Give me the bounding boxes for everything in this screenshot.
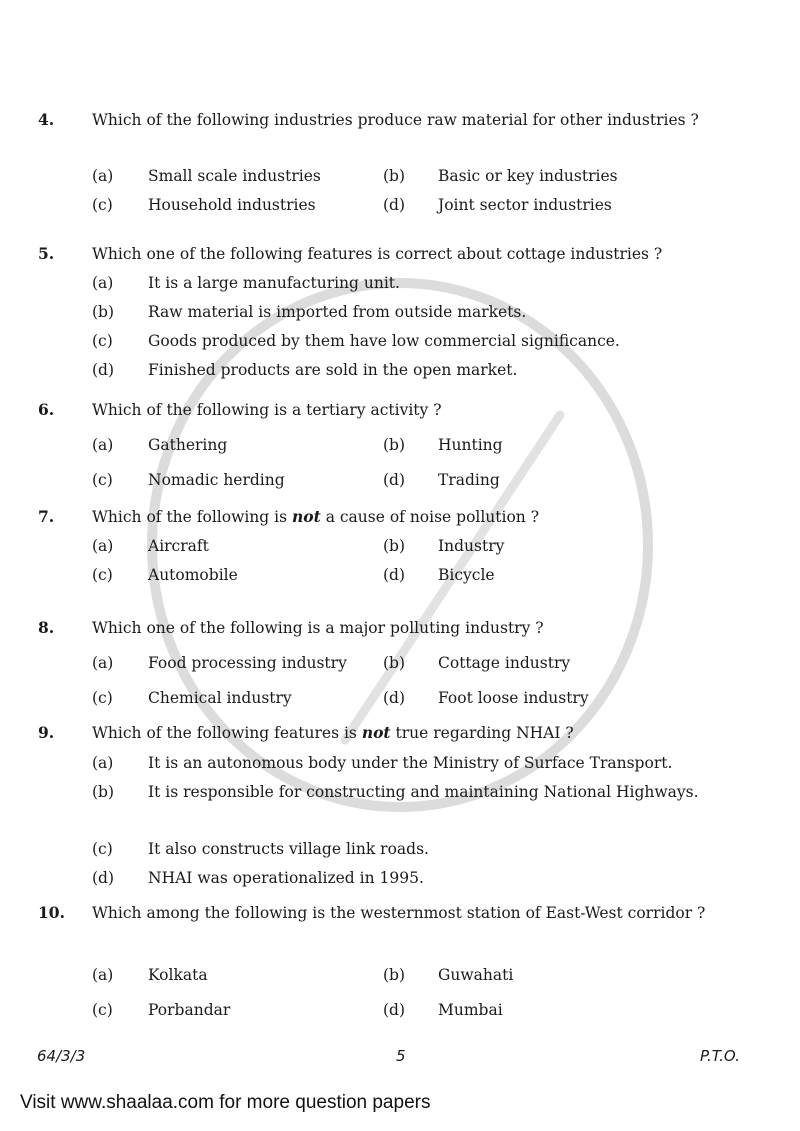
option-text: Gathering (148, 436, 228, 454)
question-text: Which of the following is a tertiary activity ? (92, 401, 442, 419)
option-text: It also constructs village link roads. (148, 840, 429, 858)
option-label: (d) (383, 196, 406, 214)
question-text: Which one of the following is a major polluting industry ? (92, 619, 544, 637)
option-label: (a) (92, 654, 114, 672)
question-number: 10. (38, 903, 65, 922)
option-text: Nomadic herding (148, 471, 285, 489)
option-label: (d) (92, 869, 115, 887)
option-label: (a) (92, 167, 114, 185)
option-label: (c) (92, 566, 113, 584)
option-text: Joint sector industries (438, 196, 612, 214)
option-label: (a) (92, 966, 114, 984)
question-number: 4. (38, 110, 55, 129)
option-text: Basic or key industries (438, 167, 618, 185)
option-label: (b) (383, 537, 406, 555)
question-text: Which of the following industries produce raw material for other industries ? (92, 111, 699, 129)
pto-label: P.T.O. (700, 1047, 740, 1065)
paper-code: 64/3/3 (37, 1047, 86, 1065)
option-label: (d) (383, 689, 406, 707)
option-text: It is an autonomous body under the Ministry of Surface Transport. (148, 754, 673, 772)
text-part: Which of the following features is (92, 724, 362, 742)
option-label: (c) (92, 332, 113, 350)
option-label: (d) (383, 471, 406, 489)
option-text: NHAI was operationalized in 1995. (148, 869, 424, 887)
question-text (92, 506, 539, 528)
text-part: a cause of noise pollution ? (320, 508, 540, 526)
question-number: 5. (38, 244, 55, 263)
option-label: (c) (92, 196, 113, 214)
question-number: 7. (38, 507, 55, 526)
option-text: Trading (438, 471, 500, 489)
option-text: Bicycle (438, 566, 495, 584)
option-label: (b) (92, 303, 115, 321)
visit-link[interactable]: Visit www.shaalaa.com for more question papers (20, 1092, 431, 1113)
emphasis: not (361, 723, 391, 742)
option-text: Guwahati (438, 966, 514, 984)
option-label: (d) (383, 566, 406, 584)
question-number: 8. (38, 618, 55, 637)
option-label: (c) (92, 1001, 113, 1019)
question-text: Which one of the following features is correct about cottage industries ? (92, 245, 663, 263)
page-number: 5 (396, 1047, 406, 1065)
option-text: Household industries (148, 196, 316, 214)
option-label: (a) (92, 436, 114, 454)
option-text: It is responsible for constructing and maintaining National Highways. (148, 783, 699, 801)
option-label: (a) (92, 274, 114, 292)
option-label: (b) (383, 167, 406, 185)
option-text: Cottage industry (438, 654, 571, 672)
option-text: Small scale industries (148, 167, 321, 185)
option-label: (b) (383, 654, 406, 672)
question-text (92, 722, 574, 744)
option-label: (b) (383, 966, 406, 984)
option-text: Industry (438, 537, 505, 555)
question-number: 6. (38, 400, 55, 419)
option-label: (b) (383, 436, 406, 454)
option-label: (d) (92, 361, 115, 379)
option-text: Chemical industry (148, 689, 292, 707)
option-label: (d) (383, 1001, 406, 1019)
option-text: Goods produced by them have low commercial significance. (148, 332, 620, 350)
option-text: Mumbai (438, 1001, 503, 1019)
text-part: true regarding NHAI ? (390, 724, 574, 742)
option-label: (a) (92, 537, 114, 555)
option-text: It is a large manufacturing unit. (148, 274, 400, 292)
option-text: Hunting (438, 436, 503, 454)
option-text: Food processing industry (148, 654, 347, 672)
option-text: Automobile (148, 566, 238, 584)
emphasis: not (291, 507, 321, 526)
question-number: 9. (38, 723, 55, 742)
text-part: Which of the following is (92, 508, 292, 526)
option-text: Finished products are sold in the open market. (148, 361, 518, 379)
option-label: (a) (92, 754, 114, 772)
option-text: Raw material is imported from outside markets. (148, 303, 527, 321)
question-text: Which among the following is the westernmost station of East-West corridor ? (92, 904, 706, 922)
option-text: Foot loose industry (438, 689, 589, 707)
option-text: Aircraft (148, 537, 209, 555)
option-label: (c) (92, 689, 113, 707)
option-label: (c) (92, 840, 113, 858)
option-label: (b) (92, 783, 115, 801)
option-label: (c) (92, 471, 113, 489)
option-text: Porbandar (148, 1001, 231, 1019)
option-text: Kolkata (148, 966, 208, 984)
